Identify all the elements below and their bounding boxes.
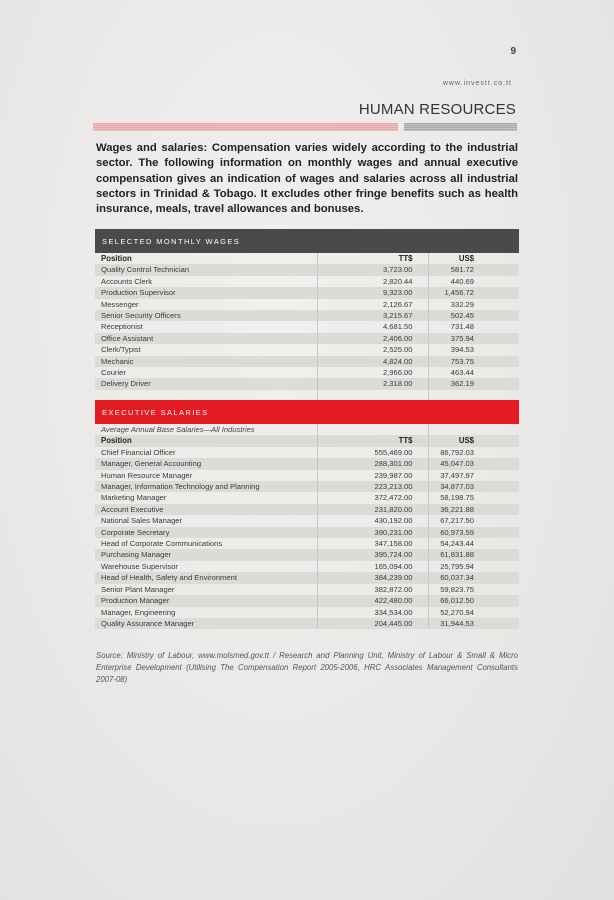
cell-position: Mechanic	[95, 356, 317, 367]
cell-position: Clerk/Typist	[101, 345, 141, 355]
cell-position: Delivery Driver	[95, 378, 317, 389]
cell-usd: 31,944.53	[428, 618, 519, 629]
cell-usd: 394.53	[428, 344, 519, 355]
cell-position: Courier	[101, 368, 126, 378]
table-row	[95, 299, 519, 310]
column-header-ttd: TT$	[317, 435, 428, 446]
cell-ttd: 390,231.00	[317, 527, 428, 538]
table-row	[95, 561, 519, 572]
cell-ttd: 2,966.00	[317, 367, 428, 378]
cell-ttd: 555,469.00	[317, 447, 428, 458]
cell-position: Account Executive	[95, 504, 317, 515]
cell-position: Purchasing Manager	[95, 549, 317, 560]
cell-position: Manager, Engineering	[101, 607, 176, 617]
cell-position: Senior Security Officers	[95, 310, 317, 321]
empty-cell	[317, 424, 428, 435]
cell-ttd: 347,158.00	[317, 538, 428, 549]
cell-ttd: 382,872.00	[317, 584, 428, 595]
cell-position: Messenger	[101, 299, 139, 309]
table-row	[95, 378, 519, 389]
empty-cell	[428, 390, 519, 400]
column-header-usd: US$	[428, 253, 519, 264]
cell-ttd: 204,445.00	[317, 618, 428, 629]
cell-ttd: 430,192.00	[317, 515, 428, 526]
cell-ttd: 165,094.00	[317, 561, 428, 572]
cell-usd: 54,243.44	[428, 538, 519, 549]
table-row	[95, 527, 519, 538]
cell-usd: 1,456.72	[428, 287, 519, 298]
cell-ttd: 2,318.00	[317, 378, 428, 389]
cell-position: Head of Health, Safety and Environment	[95, 572, 317, 583]
cell-position: Quality Control Technician	[95, 264, 317, 275]
cell-usd: 362.19	[428, 378, 519, 389]
cell-usd: 25,795.94	[428, 561, 519, 572]
cell-usd: 45,047.03	[428, 458, 519, 469]
cell-ttd: 231,820.00	[317, 504, 428, 515]
cell-position: Senior Plant Manager	[101, 584, 175, 594]
cell-ttd: 395,724.00	[317, 549, 428, 560]
cell-position: Receptionist	[101, 322, 143, 332]
table-row	[95, 504, 519, 515]
table-subtitle-row	[95, 424, 519, 435]
cell-position: Marketing Manager	[101, 493, 167, 503]
table-row	[95, 538, 519, 549]
page-number: 9	[510, 46, 516, 57]
cell-usd: 753.75	[428, 356, 519, 367]
table-row	[95, 458, 519, 469]
cell-usd: 440.69	[428, 276, 519, 287]
cell-ttd: 4,824.00	[317, 356, 428, 367]
executive-salaries-title: EXECUTIVE SALARIES	[95, 400, 519, 424]
cell-usd: 731.48	[428, 321, 519, 332]
cell-ttd: 223,213.00	[317, 481, 428, 492]
table-row	[95, 321, 519, 332]
empty-cell	[317, 390, 428, 400]
cell-usd: 61,831.88	[428, 549, 519, 560]
cell-ttd: 288,301.00	[317, 458, 428, 469]
cell-position: Warehouse Supervisor	[101, 561, 178, 571]
cell-position: National Sales Manager	[101, 516, 183, 526]
column-header-usd: US$	[428, 435, 519, 446]
cell-usd: 502.45	[428, 310, 519, 321]
cell-ttd: 2,820.44	[317, 276, 428, 287]
cell-usd: 86,792.03	[428, 447, 519, 458]
cell-ttd: 372,472.00	[317, 492, 428, 503]
table-header-row	[95, 435, 519, 446]
table-row	[95, 515, 519, 526]
cell-usd: 36,221.88	[428, 504, 519, 515]
cell-ttd: 2,126.67	[317, 299, 428, 310]
cell-ttd: 2,525.00	[317, 344, 428, 355]
table-row	[95, 356, 519, 367]
cell-ttd: 3,215.67	[317, 310, 428, 321]
cell-usd: 375.94	[428, 333, 519, 344]
decorative-rule-red	[93, 123, 398, 131]
cell-usd: 67,217.50	[428, 515, 519, 526]
cell-position: Quality Assurance Manager	[95, 618, 317, 629]
table-subtitle: Average Annual Base Salaries—All Industries	[101, 425, 255, 434]
column-header-ttd: TT$	[317, 253, 428, 264]
website-url: www.investt.co.tt	[442, 80, 512, 87]
cell-position: Manager, General Accounting	[95, 458, 317, 469]
table-row	[95, 595, 519, 606]
cell-position: Production Supervisor	[95, 287, 317, 298]
table-row	[95, 333, 519, 344]
table-row	[95, 344, 519, 355]
column-header-position: Position	[95, 435, 317, 446]
cell-usd: 60,037.34	[428, 572, 519, 583]
section-title: HUMAN RESOURCES	[358, 101, 516, 118]
cell-ttd: 239,987.00	[317, 470, 428, 481]
monthly-wages-table	[95, 229, 519, 400]
cell-ttd: 9,323.00	[317, 287, 428, 298]
cell-usd: 581.72	[428, 264, 519, 275]
decorative-rule-grey	[404, 123, 517, 131]
table-row	[95, 481, 519, 492]
cell-position: Human Resource Manager	[101, 470, 193, 480]
table-spacer	[95, 390, 519, 400]
cell-usd: 34,877.03	[428, 481, 519, 492]
table-row	[95, 264, 519, 275]
cell-ttd: 334,534.00	[317, 607, 428, 618]
table-row	[95, 470, 519, 481]
empty-cell	[428, 424, 519, 435]
cell-usd: 60,973.59	[428, 527, 519, 538]
table-row	[95, 492, 519, 503]
cell-usd: 66,012.50	[428, 595, 519, 606]
cell-usd: 463.44	[428, 367, 519, 378]
cell-position: Production Manager	[95, 595, 317, 606]
cell-ttd: 4,681.50	[317, 321, 428, 332]
cell-ttd: 422,480.00	[317, 595, 428, 606]
empty-cell	[95, 390, 317, 400]
cell-usd: 52,270.94	[428, 607, 519, 618]
cell-ttd: 2,406.00	[317, 333, 428, 344]
cell-position: Chief Financial Officer	[101, 447, 176, 457]
cell-usd: 37,497.97	[428, 470, 519, 481]
cell-usd: 332.29	[428, 299, 519, 310]
table-row	[95, 367, 519, 378]
table-header-row	[95, 253, 519, 264]
cell-ttd: 3,723.00	[317, 264, 428, 275]
intro-paragraph: Wages and salaries: Compensation varies widely according to the industrial sector. The following information on monthly wages and annual executive compensation gives an indication of wages and salaries across all industrial sectors in Trinidad & Tobago. It excludes other fringe benefits such as health insurance, meals, travel allowances and bonuses.	[96, 142, 518, 216]
monthly-wages-title: SELECTED MONTHLY WAGES	[95, 229, 519, 253]
cell-position: Accounts Clerk	[101, 276, 153, 286]
table-row	[95, 584, 519, 595]
cell-usd: 58,198.75	[428, 492, 519, 503]
table-row	[95, 276, 519, 287]
table-row	[95, 618, 519, 629]
cell-position: Office Assistant	[95, 333, 317, 344]
executive-salaries-table	[95, 400, 519, 629]
table-row	[95, 310, 519, 321]
column-header-position: Position	[101, 254, 132, 263]
table-row	[95, 572, 519, 583]
table-row	[95, 447, 519, 458]
table-row	[95, 549, 519, 560]
cell-position: Manager, Information Technology and Planning	[95, 481, 317, 492]
cell-usd: 59,823.75	[428, 584, 519, 595]
source-citation: Source: Ministry of Labour, www.molsmed.gov.tt / Research and Planning Unit, Ministry of Labour & Small & Micro Enterprise Development (Utilising The Compensation Report 2005-2006, HRC Associates Management Consultants 2007-08)	[96, 651, 518, 684]
table-row	[95, 287, 519, 298]
cell-ttd: 384,239.00	[317, 572, 428, 583]
cell-position: Head of Corporate Communications	[101, 539, 223, 549]
table-row	[95, 607, 519, 618]
cell-position: Corporate Secretary	[95, 527, 317, 538]
